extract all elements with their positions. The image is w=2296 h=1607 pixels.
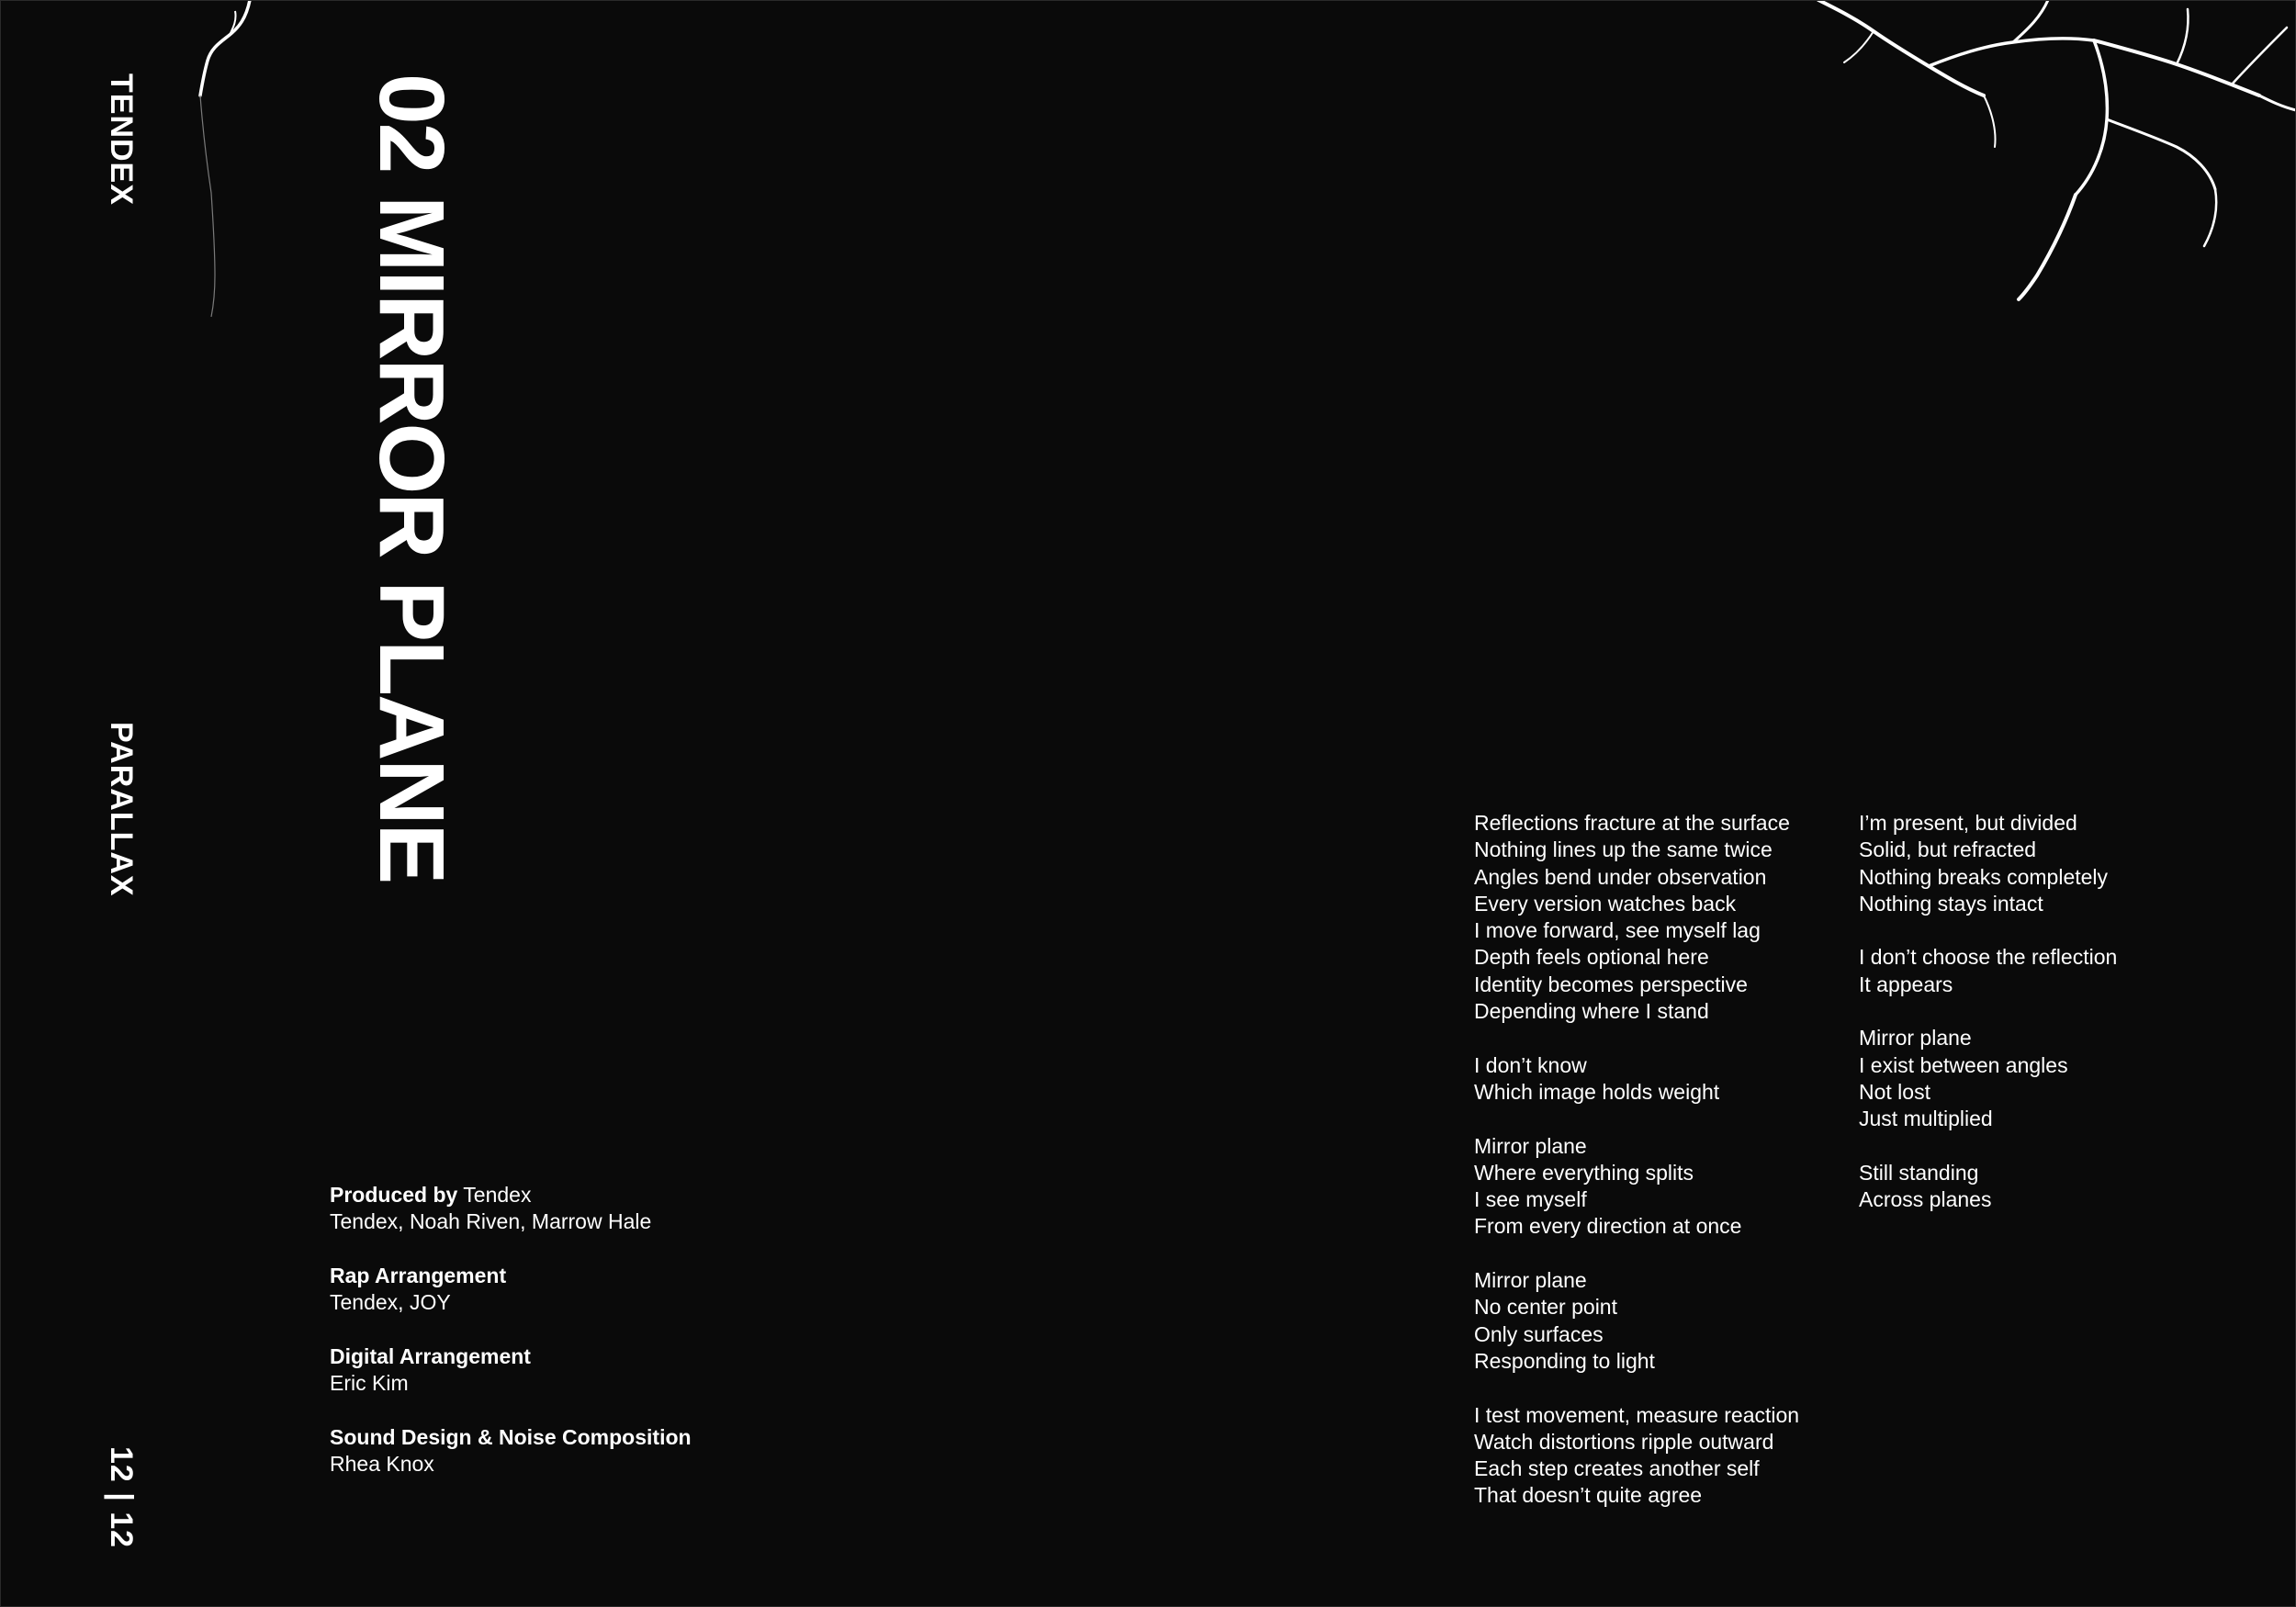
credit-digital-arrangement (330, 1343, 973, 1397)
lyric-line: Depending where I stand (1474, 999, 1709, 1024)
lyric-line: I exist between angles (1859, 1052, 2068, 1077)
lyric-stanza (1474, 1402, 1841, 1510)
credit-rap-arrangement (330, 1263, 973, 1316)
lyric-line: Which image holds weight (1474, 1079, 1720, 1104)
lyric-line: I see myself (1474, 1187, 1587, 1212)
lyric-line: I don’t choose the reflection (1859, 945, 2118, 970)
credit-role: Rap Arrangement (330, 1264, 507, 1287)
lyric-line: That doesn’t quite agree (1474, 1483, 1703, 1508)
lyric-line: From every direction at once (1474, 1214, 1742, 1239)
lyric-line: I test movement, measure reaction (1474, 1402, 1800, 1427)
lyric-line: Watch distortions ripple outward (1474, 1429, 1774, 1454)
crack-art-left (165, 0, 276, 331)
lyric-line: Solid, but refracted (1859, 837, 2037, 862)
lyric-line: I don’t know (1474, 1052, 1587, 1077)
lyric-line: Nothing lines up the same twice (1474, 837, 1773, 862)
lyric-line: It appears (1859, 972, 1953, 996)
lyric-stanza (1474, 1133, 1841, 1241)
lyric-line: Identity becomes perspective (1474, 972, 1748, 996)
crack-art-right (1800, 0, 2296, 303)
lyric-line: Not lost (1859, 1079, 1930, 1104)
lyric-stanza (1474, 1052, 1841, 1107)
page-number: 12 | 12 (104, 1446, 139, 1549)
lyric-line: No center point (1474, 1295, 1617, 1320)
lyric-line: Mirror plane (1474, 1133, 1587, 1158)
lyric-line: Nothing breaks completely (1859, 864, 2109, 889)
lyric-stanza (1474, 810, 1841, 1025)
artist-name: TENDEX (104, 73, 139, 206)
lyrics-column-right (1859, 810, 2226, 1241)
lyric-stanza (1859, 1025, 2226, 1132)
lyric-stanza (1859, 1160, 2226, 1214)
credit-role: Sound Design & Noise Composition (330, 1425, 692, 1449)
lyrics-column-left (1474, 810, 1841, 1536)
lyric-line: Each step creates another self (1474, 1456, 1760, 1481)
credit-produced-by (330, 1182, 973, 1235)
credit-sound-design (330, 1424, 973, 1478)
credit-inline: Tendex (457, 1183, 532, 1207)
lyric-line: Every version watches back (1474, 891, 1737, 916)
lyric-line: Angles bend under observation (1474, 864, 1767, 889)
lyric-stanza (1859, 944, 2226, 998)
credit-names: Tendex, Noah Riven, Marrow Hale (330, 1209, 652, 1233)
lyric-line: Nothing stays intact (1859, 891, 2043, 916)
track-title: 02 MIRROR PLANE (360, 73, 463, 883)
credit-role: Produced by (330, 1183, 458, 1207)
lyric-line: Where everything splits (1474, 1160, 1694, 1185)
lyric-line: Reflections fracture at the surface (1474, 811, 1790, 835)
credits (330, 1182, 973, 1505)
lyric-line: I’m present, but divided (1859, 811, 2077, 835)
lyric-line: I move forward, see myself lag (1474, 918, 1761, 943)
lyric-line: Just multiplied (1859, 1107, 1993, 1131)
credit-names: Tendex, JOY (330, 1290, 451, 1314)
lyric-line: Only surfaces (1474, 1321, 1604, 1346)
lyric-line: Responding to light (1474, 1348, 1655, 1373)
lyric-line: Mirror plane (1474, 1268, 1587, 1293)
lyric-line: Still standing (1859, 1160, 1979, 1185)
lyric-stanza (1859, 810, 2226, 917)
lyric-stanza (1474, 1267, 1841, 1375)
credit-names: Rhea Knox (330, 1452, 434, 1476)
lyric-line: Depth feels optional here (1474, 945, 1709, 970)
lyric-line: Mirror plane (1859, 1026, 1972, 1051)
lyric-line: Across planes (1859, 1187, 1992, 1212)
album-title: PARALLAX (104, 722, 139, 897)
credit-names: Eric Kim (330, 1371, 409, 1395)
credit-role: Digital Arrangement (330, 1344, 531, 1368)
